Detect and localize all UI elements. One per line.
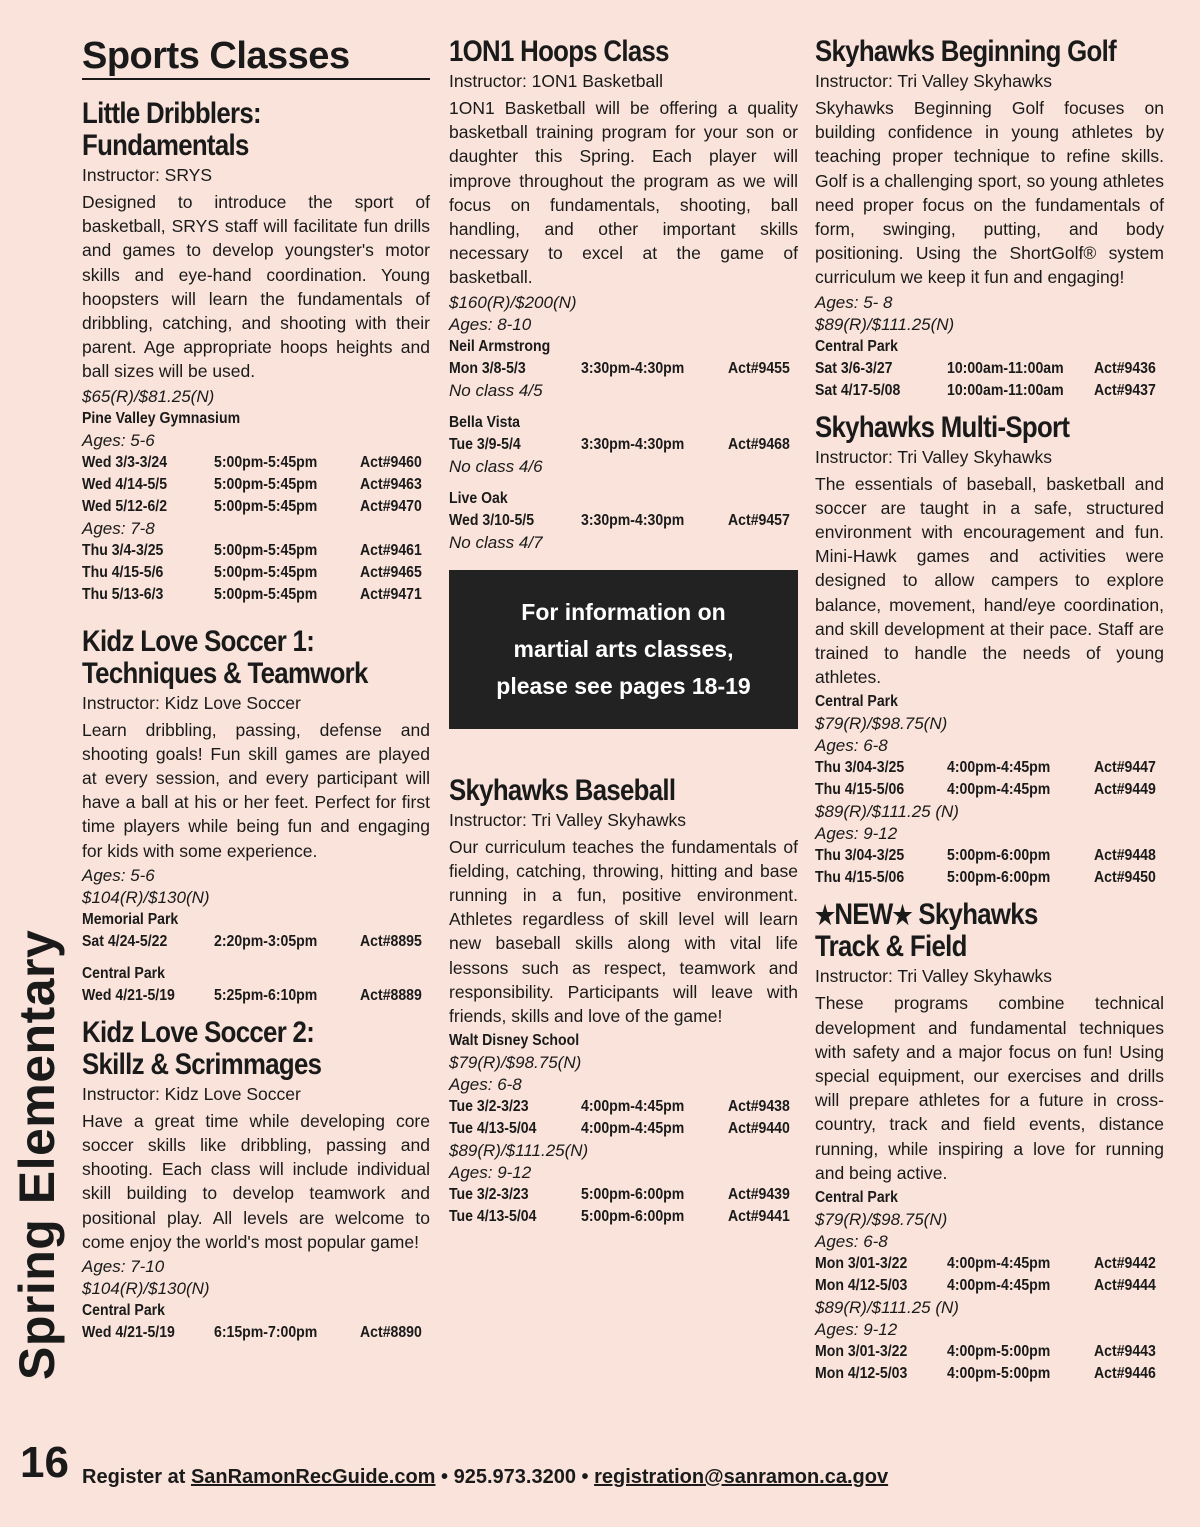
location: Bella Vista (449, 413, 520, 431)
dates: Tue 4/13-5/04 (449, 1120, 537, 1138)
schedule-row (82, 1322, 430, 1344)
time: 5:00pm-6:00pm (581, 1186, 685, 1204)
time: 5:25pm-6:10pm (213, 986, 318, 1004)
fee: $65(R)/$81.25(N) (82, 386, 215, 406)
class-skyhawks-golf (815, 36, 1164, 402)
time: 6:15pm-7:00pm (213, 1324, 318, 1342)
time: 3:30pm-4:30pm (581, 511, 685, 529)
time: 5:00pm-6:00pm (581, 1208, 685, 1226)
time: 5:00pm-5:45pm (213, 585, 318, 603)
ages: Ages: 5- 8 (815, 292, 893, 312)
time: 5:00pm-6:00pm (947, 869, 1051, 887)
class-little-dribblers (82, 98, 430, 606)
note: No class 4/6 (449, 456, 543, 476)
dates: Thu 4/15-5/06 (815, 869, 905, 887)
dates: Wed 4/21-5/19 (82, 986, 175, 1004)
dates: Thu 3/04-3/25 (815, 847, 905, 865)
activity-number: Act#9446 (1093, 1365, 1156, 1383)
activity-number: Act#9463 (359, 475, 422, 493)
class-kidz-love-soccer-2 (82, 1017, 430, 1344)
time: 10:00am-11:00am (947, 381, 1065, 399)
ages: Ages: 6-8 (449, 1075, 522, 1095)
activity-number: Act#8895 (359, 932, 422, 950)
schedule-row (82, 540, 430, 562)
info-line: martial arts classes, (513, 635, 734, 662)
dates: Tue 3/9-5/4 (449, 435, 521, 453)
phone-number: 925.973.3200 (453, 1466, 576, 1488)
activity-number: Act#9438 (727, 1098, 790, 1116)
dates: Tue 4/13-5/04 (449, 1208, 537, 1226)
description: Skyhawks Beginning Golf focuses on building confidence in young athletes by teaching proper technique to refine skills. Golf is a challenging sport, so young athletes need proper focus on the fundamentals of form, swinging, putting, and body positioning. Using the ShortGolf® system curriculum we keep it fun and engaging! (815, 98, 1164, 288)
time: 2:20pm-3:05pm (213, 932, 318, 950)
time: 3:30pm-4:30pm (581, 359, 685, 377)
ages: Ages: 5-6 (82, 865, 155, 885)
ages: Ages: 7-8 (82, 518, 155, 538)
instructor: Instructor: SRYS (82, 165, 213, 185)
dates: Sat 3/6-3/27 (815, 359, 893, 377)
time: 10:00am-11:00am (947, 359, 1065, 377)
website-link[interactable]: SanRamonRecGuide.com (190, 1466, 436, 1488)
schedule-row (449, 1096, 798, 1118)
schedule-row (82, 452, 430, 474)
schedule-row (449, 1118, 798, 1140)
activity-number: Act#9447 (1093, 759, 1156, 777)
schedule-row (82, 496, 430, 518)
class-1on1-hoops (449, 36, 798, 554)
activity-number: Act#9471 (359, 585, 422, 603)
class-title: Techniques & Teamwork (82, 656, 368, 690)
instructor: Instructor: Tri Valley Skyhawks (815, 71, 1052, 91)
class-title: Skillz & Scrimmages (82, 1047, 322, 1081)
location: Live Oak (449, 489, 508, 507)
schedule-row (815, 779, 1164, 801)
activity-number: Act#9441 (727, 1208, 790, 1226)
location: Central Park (815, 693, 898, 711)
column-middle (449, 30, 798, 1228)
schedule-row (449, 434, 798, 456)
description: Learn dribbling, passing, defense and shooting goals! Fun skill games are played at every session, and every participant will have a ball at his or her feet. Perfect for first time players while being fun and engaging for kids with some experience. (82, 719, 430, 861)
separator: • (441, 1466, 449, 1488)
time: 3:30pm-4:30pm (581, 435, 685, 453)
schedule-row (82, 584, 430, 606)
dates: Sat 4/24-5/22 (82, 932, 168, 950)
instructor: Instructor: Kidz Love Soccer (82, 692, 301, 713)
class-title (815, 899, 1115, 931)
footer (82, 1466, 888, 1489)
time: 4:00pm-5:00pm (947, 1365, 1051, 1383)
fee: $104(R)/$130(N) (82, 1279, 210, 1299)
class-title: Skyhawks Baseball (449, 773, 676, 807)
schedule-row (815, 358, 1164, 380)
time: 4:00pm-4:45pm (581, 1120, 685, 1138)
time: 5:00pm-5:45pm (213, 563, 318, 581)
schedule-row (449, 1184, 798, 1206)
star-icon: ★ (892, 900, 912, 931)
fee: $104(R)/$130(N) (82, 887, 210, 907)
ages: Ages: 7-10 (82, 1257, 165, 1277)
activity-number: Act#8889 (359, 986, 422, 1004)
separator: • (581, 1466, 589, 1488)
fee: $160(R)/$200(N) (449, 292, 577, 312)
fee: $79(R)/$98.75(N) (815, 1210, 948, 1230)
activity-number: Act#9455 (727, 359, 790, 377)
schedule-row (82, 562, 430, 584)
time: 5:00pm-5:45pm (213, 475, 318, 493)
instructor: Instructor: Tri Valley Skyhawks (815, 966, 1052, 987)
class-skyhawks-track-field (815, 899, 1164, 1385)
location: Neil Armstrong (449, 337, 551, 355)
dates: Mon 4/12-5/03 (815, 1277, 908, 1295)
dates: Sat 4/17-5/08 (815, 381, 901, 399)
class-title: Kidz Love Soccer 2: (82, 1015, 315, 1049)
dates: Wed 5/12-6/2 (82, 497, 168, 515)
activity-number: Act#9440 (727, 1120, 790, 1138)
time: 5:00pm-6:00pm (947, 847, 1051, 865)
location: Memorial Park (82, 910, 179, 928)
class-title-text: Skyhawks (918, 898, 1038, 932)
schedule-row (449, 1206, 798, 1228)
dates: Wed 4/14-5/5 (82, 475, 168, 493)
dates: Thu 3/04-3/25 (815, 759, 905, 777)
class-title: Kidz Love Soccer 1: (82, 624, 315, 658)
ages: Ages: 6-8 (815, 1232, 888, 1252)
instructor: Instructor: Tri Valley Skyhawks (449, 809, 686, 830)
instructor: Instructor: Tri Valley Skyhawks (815, 446, 1052, 467)
star-icon: ★ (815, 900, 835, 931)
class-title: 1ON1 Hoops Class (449, 35, 669, 68)
schedule-row (815, 757, 1164, 779)
activity-number: Act#9442 (1093, 1255, 1156, 1273)
activity-number: Act#9444 (1093, 1277, 1156, 1295)
page-title: Sports Classes (82, 36, 430, 80)
fee: $89(R)/$111.25(N) (815, 314, 955, 334)
dates: Thu 3/4-3/25 (82, 541, 164, 559)
activity-number: Act#9461 (359, 541, 422, 559)
description: 1ON1 Basketball will be offering a quality basketball training program for your son or daughter this Spring. Each player will improve throughout the program as we will focus on fundamentals, shooting, ball handling, and other important skills necessary to excel at the game of basketball. (449, 98, 798, 288)
dates: Mon 3/8-5/3 (449, 359, 526, 377)
note: No class 4/5 (449, 380, 543, 400)
ages: Ages: 9-12 (815, 824, 898, 844)
dates: Wed 3/3-3/24 (82, 453, 168, 471)
time: 4:00pm-4:45pm (947, 1255, 1051, 1273)
activity-number: Act#9468 (727, 435, 790, 453)
schedule-row (82, 474, 430, 496)
register-label: Register at (82, 1466, 186, 1488)
activity-number: Act#9437 (1093, 381, 1156, 399)
dates: Tue 3/2-3/23 (449, 1098, 529, 1116)
time: 5:00pm-5:45pm (213, 453, 318, 471)
activity-number: Act#9470 (359, 497, 422, 515)
class-title: Little Dribblers: (82, 97, 261, 130)
description: Designed to introduce the sport of basketball, SRYS staff will facilitate fun drills and games to develop youngster's motor skills and eye-hand coordination. Young hoopsters will learn the fundamentals of dribbling, catching, and shooting with their parent. Age appropriate hoops heights and ball sizes will be used. (82, 192, 430, 382)
instructor: Instructor: 1ON1 Basketball (449, 71, 663, 91)
location: Central Park (815, 337, 898, 355)
dates: Mon 3/01-3/22 (815, 1255, 908, 1273)
class-title: Skyhawks Multi-Sport (815, 410, 1070, 444)
dates: Thu 4/15-5/06 (815, 781, 905, 799)
class-title: Skyhawks Beginning Golf (815, 35, 1116, 68)
activity-number: Act#9448 (1093, 847, 1156, 865)
schedule-row (815, 867, 1164, 889)
location: Central Park (82, 1302, 165, 1320)
activity-number: Act#9450 (1093, 869, 1156, 887)
activity-number: Act#8890 (359, 1324, 422, 1342)
schedule-row (815, 1363, 1164, 1385)
description: The essentials of baseball, basketball and soccer are taught in a safe, structured environment with encouragement and fun. Mini-Hawk games and activities were designed to allow campers to explore balance, movement, hand/eye coordination, and skill development at their pace. Staff are trained to handle the needs of young athletes. (815, 473, 1164, 688)
location: Pine Valley Gymnasium (82, 409, 241, 427)
description: Our curriculum teaches the fundamentals of fielding, catching, throwing, hitting and base running in a fun, positive environment. Athletes regardless of skill level will learn new baseball skills along with vital life lessons such as respect, teamwork and responsibility. Participants will leave with friends, skills and love of the game! (449, 836, 798, 1027)
class-skyhawks-baseball (449, 775, 798, 1229)
time: 4:00pm-4:45pm (947, 781, 1051, 799)
ages: Ages: 6-8 (815, 736, 888, 756)
schedule-row (449, 510, 798, 532)
ages: Ages: 9-12 (449, 1163, 532, 1183)
schedule-row (82, 985, 430, 1007)
note: No class 4/7 (449, 532, 543, 552)
time: 4:00pm-4:45pm (947, 1277, 1051, 1295)
activity-number: Act#9443 (1093, 1343, 1156, 1361)
instructor: Instructor: Kidz Love Soccer (82, 1083, 301, 1104)
schedule-row (815, 1253, 1164, 1275)
class-skyhawks-multi-sport (815, 412, 1164, 890)
class-title: Track & Field (815, 930, 967, 964)
schedule-row (815, 380, 1164, 402)
column-right (815, 30, 1164, 1385)
info-line: please see pages 18-19 (496, 672, 751, 699)
schedule-row (82, 931, 430, 953)
time: 4:00pm-4:45pm (581, 1098, 685, 1116)
fee: $79(R)/$98.75(N) (449, 1053, 582, 1073)
fee: $89(R)/$111.25(N) (449, 1141, 589, 1161)
schedule-row (815, 1341, 1164, 1363)
martial-arts-info-box (449, 570, 798, 729)
dates: Mon 4/12-5/03 (815, 1365, 908, 1383)
location: Walt Disney School (449, 1032, 580, 1050)
schedule-row (815, 845, 1164, 867)
time: 5:00pm-5:45pm (213, 497, 318, 515)
activity-number: Act#9436 (1093, 359, 1156, 377)
description: Have a great time while developing core soccer skills like dribbling, passing and shooting. Each class will include individual skill building to develop teamwork and positional play. All levels are welcome to come enjoy the world's most popular game! (82, 1110, 430, 1252)
column-left (82, 30, 430, 1344)
dates: Mon 3/01-3/22 (815, 1343, 908, 1361)
page-number: 16 (20, 1438, 69, 1487)
ages: Ages: 9-12 (815, 1320, 898, 1340)
time: 4:00pm-4:45pm (947, 759, 1051, 777)
schedule-row (449, 358, 798, 380)
dates: Wed 4/21-5/19 (82, 1324, 175, 1342)
ages: Ages: 5-6 (82, 430, 155, 450)
activity-number: Act#9465 (359, 563, 422, 581)
activity-number: Act#9439 (727, 1186, 790, 1204)
new-label: NEW (834, 898, 893, 932)
activity-number: Act#9457 (727, 511, 790, 529)
section-side-label: Spring Elementary (9, 929, 65, 1380)
dates: Thu 4/15-5/6 (82, 563, 164, 581)
fee: $79(R)/$98.75(N) (815, 714, 948, 734)
email-link[interactable]: registration@sanramon.ca.gov (594, 1466, 889, 1488)
time: 5:00pm-5:45pm (213, 541, 318, 559)
fee: $89(R)/$111.25 (N) (815, 802, 959, 822)
dates: Wed 3/10-5/5 (449, 511, 535, 529)
info-line: For information on (521, 598, 726, 625)
class-kidz-love-soccer-1 (82, 626, 430, 1007)
activity-number: Act#9460 (359, 453, 422, 471)
description: These programs combine technical development and fundamental techniques with safety and a major focus on fun! Using special equipment, our exercises and drills will prepare athletes for a future in cross-country, track and field events, distance running, while inspiring a love for running and being active. (815, 993, 1164, 1183)
ages: Ages: 8-10 (449, 314, 532, 334)
location: Central Park (82, 964, 165, 982)
fee: $89(R)/$111.25 (N) (815, 1298, 959, 1318)
class-title: Fundamentals (82, 129, 249, 162)
dates: Thu 5/13-6/3 (82, 585, 164, 603)
schedule-row (815, 1275, 1164, 1297)
location: Central Park (815, 1189, 898, 1207)
time: 4:00pm-5:00pm (947, 1343, 1051, 1361)
dates: Tue 3/2-3/23 (449, 1186, 529, 1204)
activity-number: Act#9449 (1093, 781, 1156, 799)
